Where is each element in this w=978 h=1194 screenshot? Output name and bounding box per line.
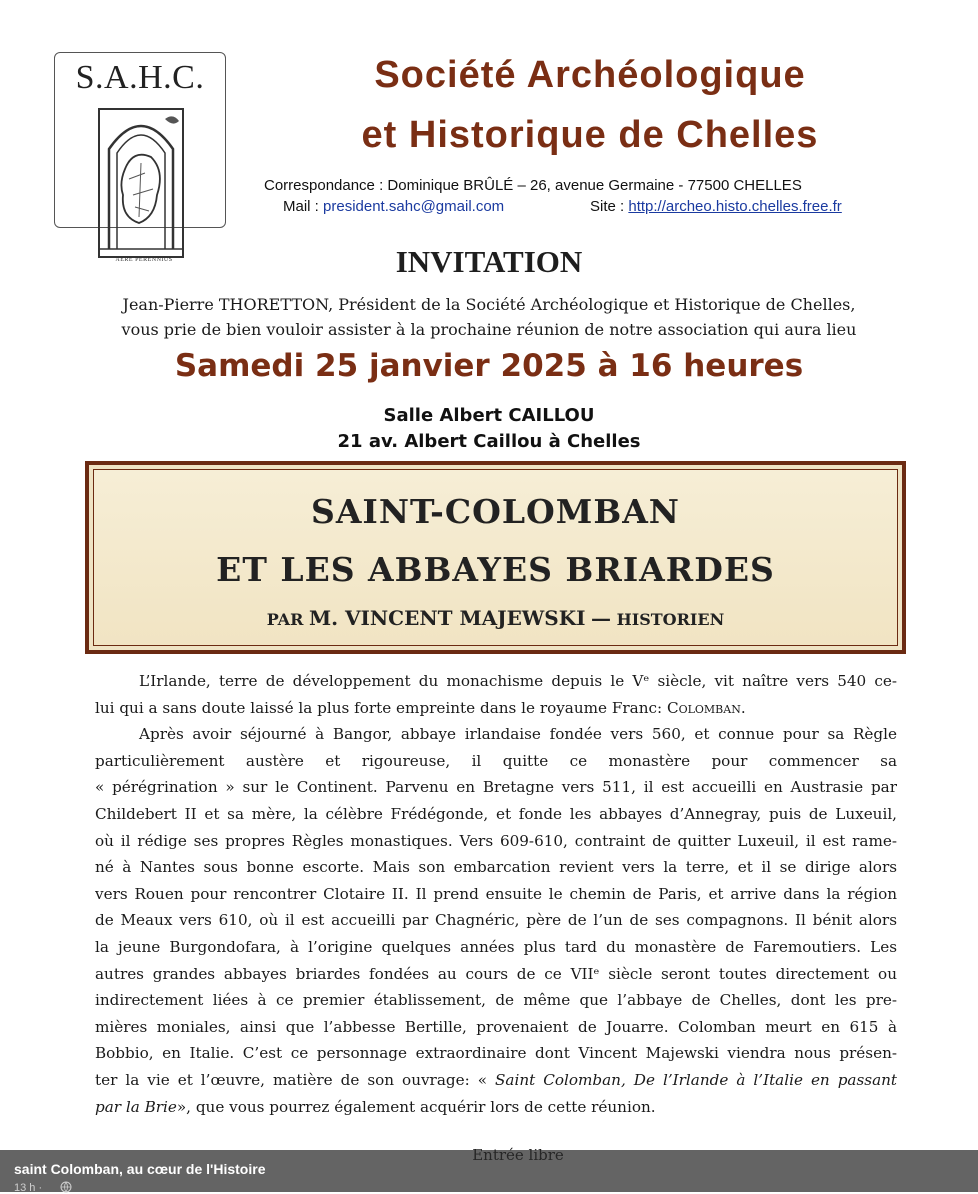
society-name-line2: et Historique de Chelles xyxy=(361,114,819,156)
talk-title-line1: SAINT-COLOMBAN xyxy=(311,492,680,531)
mail-line xyxy=(283,198,504,215)
book-title-part1: Saint Colomban, De l’Irlande à l’Italie en passant xyxy=(495,1070,897,1089)
description-body xyxy=(95,668,897,1120)
logo-motto: AERE PERENNIUS xyxy=(115,257,173,263)
book-title-part2: par la Brie xyxy=(95,1097,177,1116)
talk-title-frame xyxy=(85,461,906,654)
body-text-span: ter la vie et l’œuvre, matière de son ouvrage: « xyxy=(95,1070,488,1089)
body-line: autres grandes abbayes briardes fondées au cours de ce VIIᵉ siècle seront toutes directement ou xyxy=(95,964,897,983)
talk-title-inner xyxy=(93,469,898,646)
body-line: particulièrement austère et rigoureuse, il quitte ce monastère pour commencer sa xyxy=(95,751,897,770)
colomban-smallcaps: Colomban. xyxy=(666,698,746,717)
site-line xyxy=(590,198,842,215)
body-line: mières moniales, ainsi que l’abbesse Bertille, provenaient de Jouarre. Colomban meurt en 615 à xyxy=(95,1017,897,1036)
site-label: Site : xyxy=(590,198,625,215)
society-name-line1: Société Archéologique xyxy=(374,54,806,96)
body-line: Childebert II et sa mère, la célèbre Frédégonde, et fonde les abbayes d’Annegray, puis de Luxeuil, xyxy=(95,804,897,823)
society-logo xyxy=(54,52,226,263)
speaker-dash: — xyxy=(591,606,612,630)
abbey-arch-emblem xyxy=(95,99,187,259)
correspondance-value: Dominique BRÛLÉ – 26, avenue Germaine - 77500 CHELLES xyxy=(387,177,802,194)
body-line: la jeune Burgondofara, à l’origine quelques années plus tard du monastère de Faremoutiers. Les xyxy=(95,937,897,956)
mail-value[interactable]: president.sahc@gmail.com xyxy=(323,198,505,215)
body-line: Bobbio, en Italie. C’est ce personnage extraordinaire dont Vincent Majewski viendra nous présen- xyxy=(95,1044,897,1063)
body-line: vers Rouen pour rencontrer Clotaire II. Il prend ensuite le chemin de Paris, et arrive dans la région xyxy=(95,884,897,903)
logo-title: S.A.H.C. xyxy=(75,59,205,96)
speaker-line xyxy=(94,606,897,630)
body-line: de Meaux vers 610, où il est accueilli par Chagnéric, père de l’un de ses compagnons. Il bénit alors xyxy=(95,911,897,930)
body-line xyxy=(95,695,897,722)
post-caption-bar xyxy=(0,1150,978,1192)
speaker-role: HISTORIEN xyxy=(616,610,725,629)
venue-address: 21 av. Albert Caillou à Chelles xyxy=(337,431,641,452)
post-caption-title[interactable]: saint Colomban, au cœur de l'Histoire xyxy=(14,1161,266,1177)
correspondance-line xyxy=(264,177,802,194)
event-date: Samedi 25 janvier 2025 à 16 heures xyxy=(174,348,804,384)
body-line: L’Irlande, terre de développement du monachisme depuis le Vᵉ siècle, vit naître vers 540 ce- xyxy=(139,672,897,690)
intro-line-2: vous prie de bien vouloir assister à la prochaine réunion de notre association qui aura lieu xyxy=(121,320,857,339)
body-line: « pérégrination » sur le Continent. Parvenu en Bretagne vers 511, il est accueilli en Austrasie par xyxy=(95,778,897,797)
invitation-heading: INVITATION xyxy=(395,244,583,279)
body-text-span: », que vous pourrez également acquérir lors de cette réunion. xyxy=(176,1097,656,1116)
speaker-name: M. VINCENT MAJEWSKI xyxy=(308,606,586,630)
body-text-span: lui qui a sans doute laissé la plus forte empreinte dans le royaume Franc: xyxy=(95,698,663,717)
venue-name: Salle Albert CAILLOU xyxy=(383,405,595,426)
body-line xyxy=(95,1067,897,1094)
post-timestamp: 13 h · xyxy=(14,1182,43,1194)
intro-line-1: Jean-Pierre THORETTON, Président de la Société Archéologique et Historique de Chelles, xyxy=(122,295,856,314)
speaker-prefix: PAR xyxy=(266,610,304,629)
body-line: indirectement liées à ce premier établissement, de même que l’abbaye de Chelles, dont les pre- xyxy=(95,991,897,1010)
correspondance-label: Correspondance : xyxy=(264,177,384,194)
body-line: où il rédige ses propres Règles monastiques. Vers 609-610, contraint de quitter Luxeuil, il est rame- xyxy=(95,831,897,850)
body-line: Après avoir séjourné à Bangor, abbaye irlandaise fondée vers 560, et connue pour sa Règle xyxy=(139,725,897,744)
body-line xyxy=(95,1094,897,1121)
mail-label: Mail : xyxy=(283,198,319,215)
globe-icon xyxy=(60,1181,72,1193)
body-line: né à Nantes sous bonne escorte. Mais son embarcation revient vers la terre, et il se dirige alors xyxy=(95,858,897,877)
talk-title-line2: ET LES ABBAYES BRIARDES xyxy=(216,550,775,589)
site-link[interactable]: http://archeo.histo.chelles.free.fr xyxy=(628,198,842,215)
